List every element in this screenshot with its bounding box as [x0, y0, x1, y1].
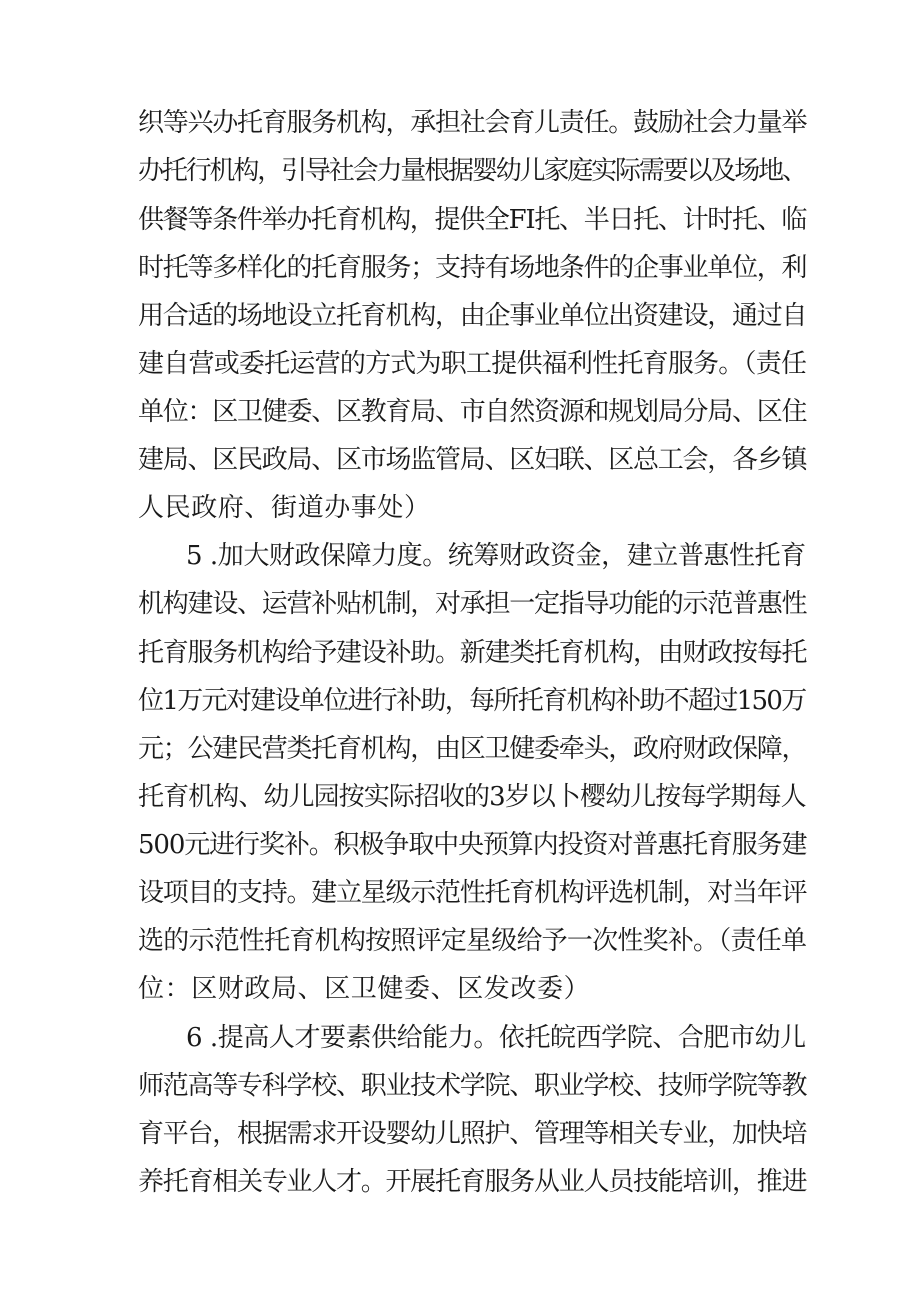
text-line: 机构建设、运营补贴机制，对承担一定指导功能的示范普惠性	[138, 589, 807, 619]
text-line: 建自营或委托运营的方式为职工提供福利性托育服务。（责任	[138, 349, 807, 379]
text-line: 时托等多样化的托育服务；支持有场地条件的企事业单位，利	[138, 253, 807, 283]
text-line: 用合适的场地设立托育机构，由企事业单位出资建设，通过自	[138, 301, 807, 331]
text-line: 师范高等专科学校、职业技术学院、职业学校、技师学院等教	[138, 1071, 807, 1101]
text-line: 500元进行奖补。积极争取中央预算内投资对普惠托育服务建	[138, 830, 807, 860]
text-line: 托育机构、幼儿园按实际招收的3岁以卜樱幼儿按每学期每人	[138, 782, 806, 812]
text-line: 位1万元对建设单位进行补助，每所托育机构补助不超过150万	[138, 686, 806, 716]
text-line: 选的示范性托育机构按照评定星级给予一次性奖补。（责任单	[138, 926, 807, 956]
text-line: 元；公建民营类托育机构，由区卫健委牵头，政府财政保障，	[138, 734, 807, 764]
text-line: 养托育相关专业人才。开展托育服务从业人员技能培训，推进	[138, 1167, 807, 1197]
text-line: 织等兴办托育服务机构，承担社会育儿责任。鼓励社会力量举	[138, 108, 807, 138]
text-line: 育平台，根据需求开设婴幼儿照护、管理等相关专业，加快培	[138, 1119, 807, 1149]
text-line: 办托行机构，引导社会力量根据婴幼儿家庭实际需要以及场地、	[138, 156, 806, 186]
text-line: 建局、区民政局、区市场监管局、区妇联、区总工会，各乡镇	[138, 445, 807, 475]
text-line: 位：区财政局、区卫健委、区发改委）	[138, 974, 591, 1004]
text-line: 供餐等条件举办托育机构，提供全FI托、半日托、计时托、临	[138, 205, 807, 235]
text-line: 单位：区卫健委、区教育局、市自然资源和规划局分局、区住	[138, 397, 807, 427]
text-line: 托育服务机构给予建设补助。新建类托育机构，由财政按每托	[138, 638, 807, 668]
text-line: 人民政府、街道办事处）	[138, 493, 431, 523]
paragraph-6-start: 6 .提高人才要素供给能力。依托皖西学院、合肥市幼儿	[186, 1023, 806, 1053]
paragraph-5-start: 5 .加大财政保障力度。统筹财政资金，建立普惠性托育	[186, 541, 806, 571]
text-line: 设项目的支持。建立星级示范性托育机构评选机制，对当年评	[138, 878, 807, 908]
